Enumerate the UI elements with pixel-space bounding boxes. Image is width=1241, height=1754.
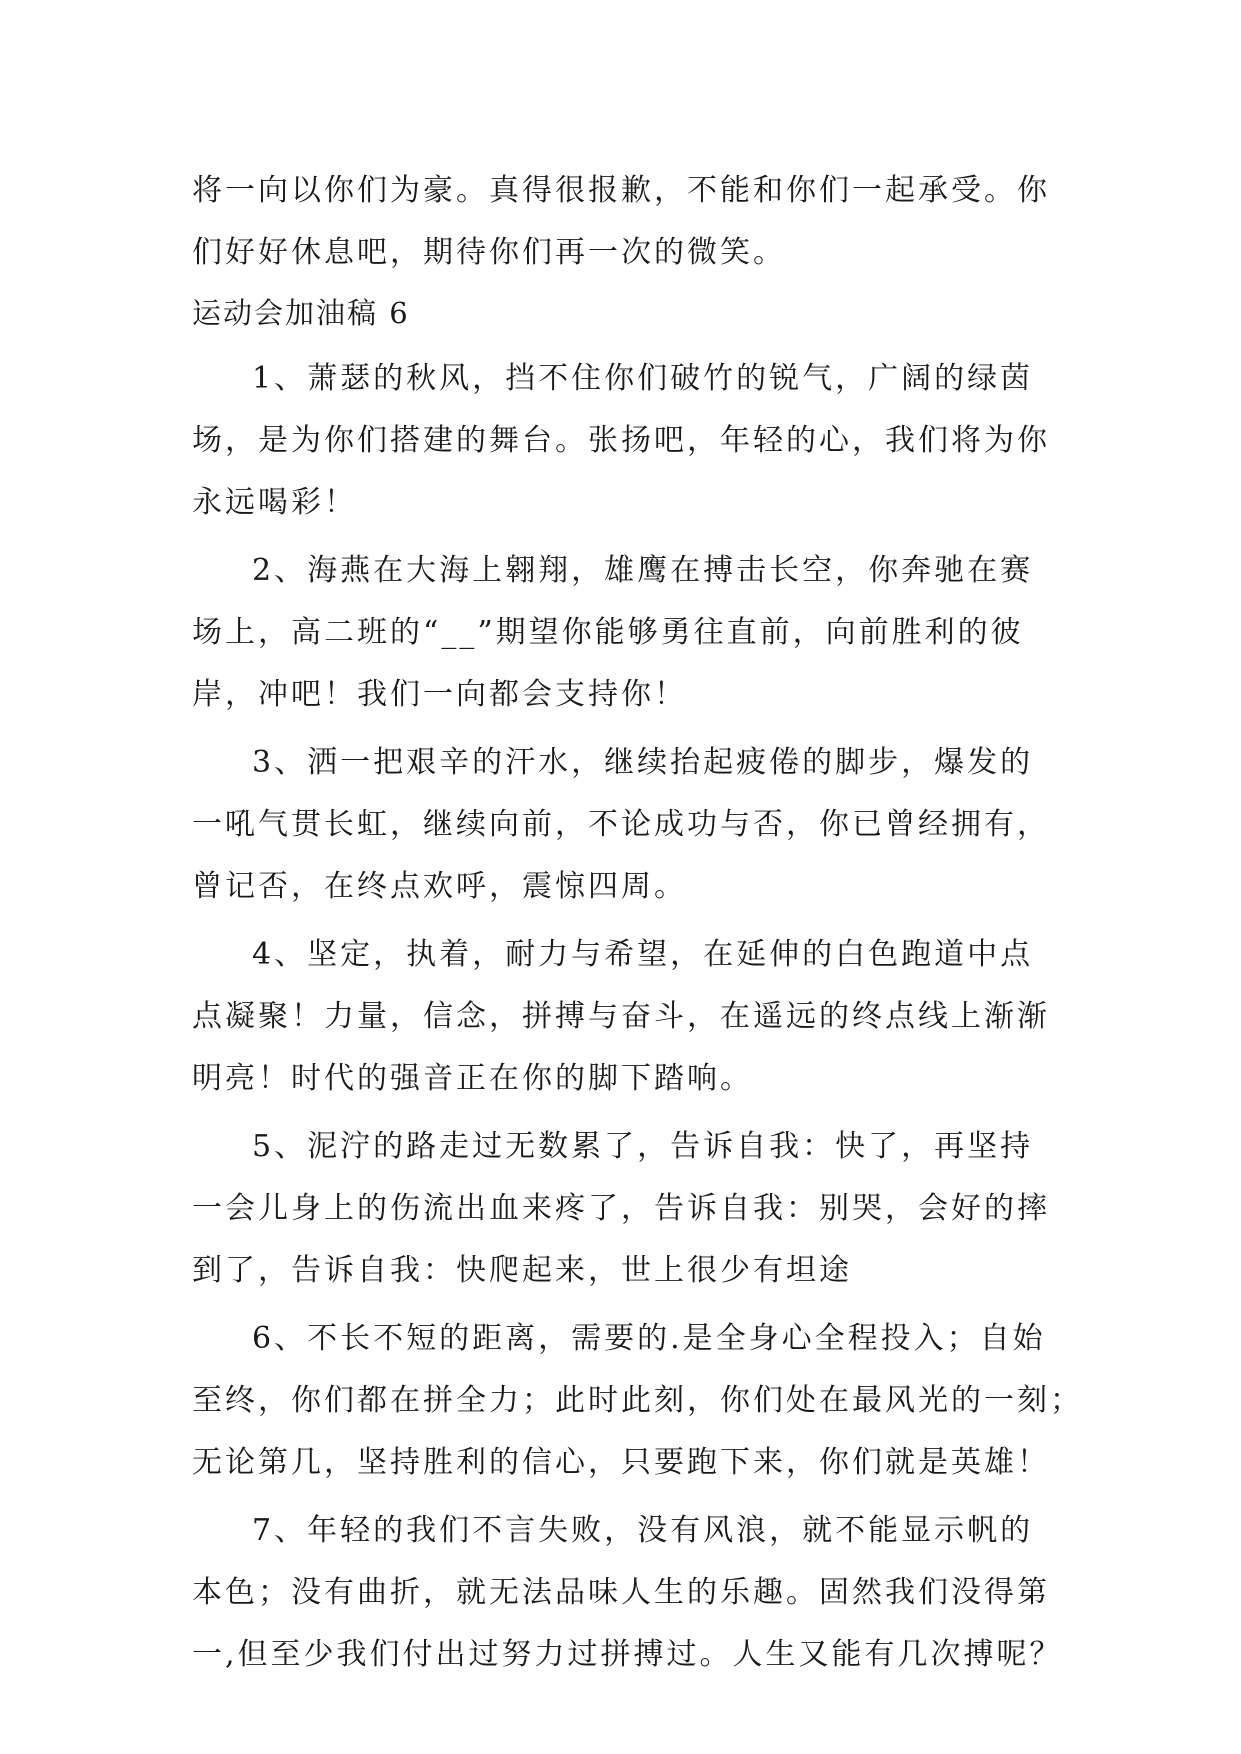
text-line: 本色；没有曲折，就无法品味人生的乐趣。固然我们没得第 [192, 1575, 1050, 1610]
text-line: 4、坚定，执着，耐力与希望，在延伸的白色跑道中点 [252, 937, 1034, 972]
text-line: 1、萧瑟的秋风，挡不住你们破竹的锐气，广阔的绿茵 [252, 361, 1034, 396]
paragraph-7 [192, 1500, 1063, 1686]
text-line: 岸，冲吧！我们一向都会支持你！ [192, 677, 687, 712]
text-line: 场，是为你们搭建的舞台。张扬吧，年轻的心，我们将为你 [192, 423, 1050, 458]
text-line: 将一向以你们为豪。真得很报歉，不能和你们一起承受。你 [192, 173, 1050, 208]
text-line: 们好好休息吧，期待你们再一次的微笑。 [192, 235, 786, 270]
text-line: 场上，高二班的“__”期望你能够勇往直前，向前胜利的彼 [192, 615, 1024, 650]
text-line: 无论第几，坚持胜利的信心，只要跑下来，你们就是英雄！ [192, 1445, 1050, 1480]
text-line: 一会儿身上的伤流出血来疼了，告诉自我：别哭，会好的摔 [192, 1191, 1050, 1226]
text-line: 7、年轻的我们不言失败，没有风浪，就不能显示帆的 [252, 1513, 1034, 1548]
text-line: 5、泥泞的路走过无数累了，告诉自我：快了，再坚持 [252, 1129, 1034, 1164]
paragraph-4 [192, 924, 1054, 1110]
paragraph-1 [192, 348, 1054, 534]
intro-paragraph [192, 160, 1054, 284]
paragraph-3 [192, 732, 1054, 918]
text-line: 一吼气贯长虹，继续向前，不论成功与否，你已曾经拥有， [192, 807, 1050, 842]
paragraph-2 [192, 540, 1054, 726]
text-line: 一,但至少我们付出过努力过拼搏过。人生又能有几次搏呢？ [192, 1637, 1063, 1672]
text-line: 曾记否，在终点欢呼，震惊四周。 [192, 869, 687, 904]
text-line: 6、不长不短的距离，需要的.是全身心全程投入；自始 [252, 1321, 1046, 1356]
document-body [192, 160, 1083, 1686]
paragraph-6 [192, 1308, 1083, 1494]
text-line: 2、海燕在大海上翱翔，雄鹰在搏击长空，你奔驰在赛 [252, 553, 1034, 588]
paragraph-5 [192, 1116, 1054, 1302]
text-line: 明亮！时代的强音正在你的脚下踏响。 [192, 1061, 753, 1096]
text-line: 永远喝彩！ [192, 485, 357, 520]
text-line: 点凝聚！力量，信念，拼搏与奋斗，在遥远的终点线上渐渐 [192, 999, 1050, 1034]
text-line: 到了，告诉自我：快爬起来，世上很少有坦途 [192, 1253, 852, 1288]
section-heading: 运动会加油稿 6 [192, 296, 410, 330]
text-line: 3、洒一把艰辛的汗水，继续抬起疲倦的脚步，爆发的 [252, 745, 1034, 780]
text-line: 至终，你们都在拼全力；此时此刻，你们处在最风光的一刻； [192, 1383, 1083, 1418]
